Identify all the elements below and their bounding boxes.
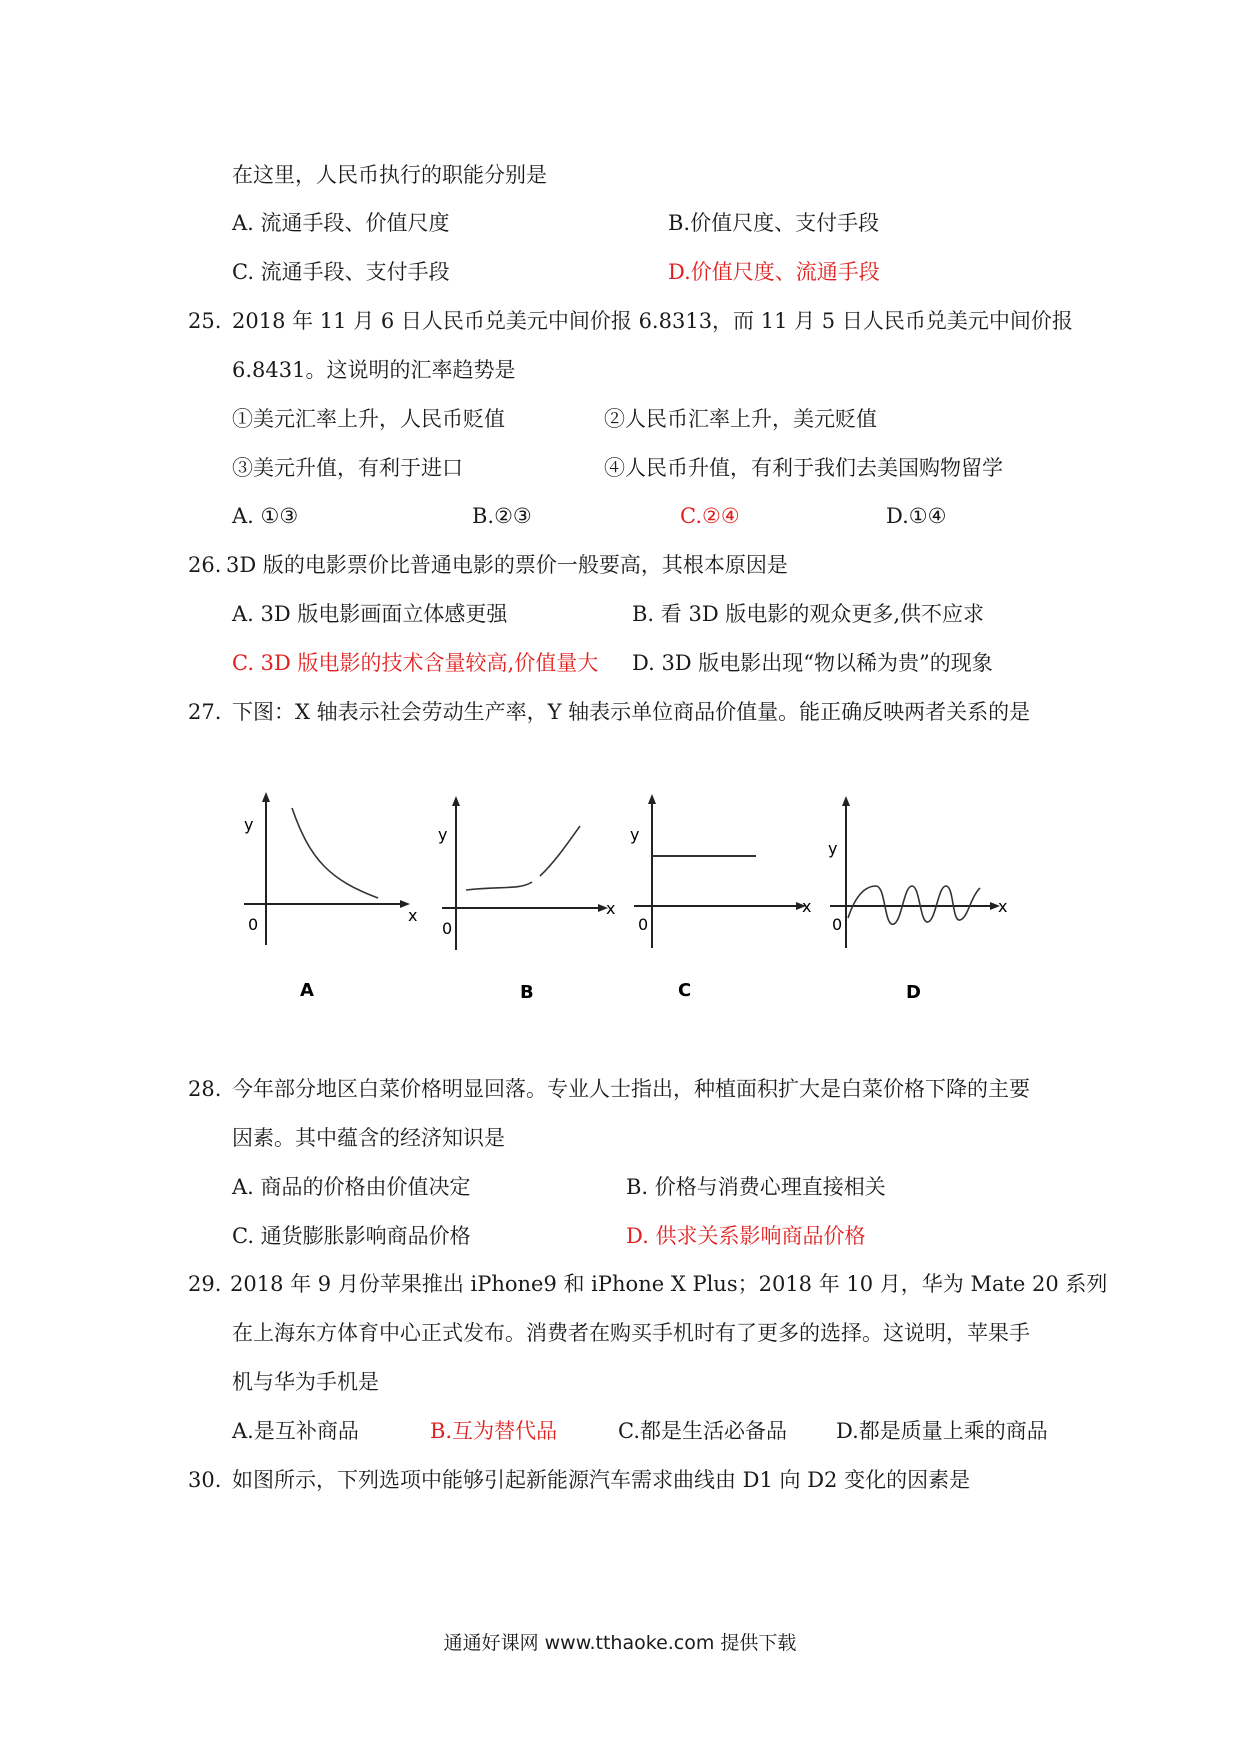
q24-option-c: C. 流通手段、支付手段: [232, 260, 450, 284]
q27-graph-d-xlabel: x: [998, 897, 1008, 916]
q29-number: 29.: [188, 1272, 222, 1296]
q27-graph-b-label: B: [520, 982, 534, 1003]
q28-option-d: D. 供求关系影响商品价格: [626, 1224, 866, 1248]
q25-option-d: D.①④: [886, 504, 947, 528]
q27-graph-a-ylabel: y: [244, 815, 254, 834]
q27-graph-c-xlabel: x: [802, 897, 812, 916]
q28-number: 28.: [188, 1077, 222, 1101]
q27-graph-a-label: A: [300, 980, 314, 1001]
q29-option-a: A.是互补商品: [232, 1419, 359, 1443]
q30-number: 30.: [188, 1468, 222, 1492]
q24-option-a: A. 流通手段、价值尺度: [232, 211, 450, 235]
q25-statement-3: ③美元升值，有利于进口: [232, 456, 463, 480]
q27-graph-c-origin: 0: [638, 915, 649, 934]
q27-graph-d-origin: 0: [832, 915, 843, 934]
q24-stem: 在这里，人民币执行的职能分别是: [232, 163, 547, 187]
q26-option-b: B. 看 3D 版电影的观众更多,供不应求: [632, 602, 985, 626]
q28-option-a: A. 商品的价格由价值决定: [232, 1175, 471, 1199]
q27-graph-a-curve: [292, 808, 378, 898]
q25-stem-line1: 2018 年 11 月 6 日人民币兑美元中间价报 6.8313，而 11 月 5 日人民币兑美元中间价报: [232, 309, 1073, 333]
q29-option-d: D.都是质量上乘的商品: [836, 1419, 1048, 1443]
q27-number: 27.: [188, 700, 222, 724]
q29-stem-line2: 在上海东方体育中心正式发布。消费者在购买手机时有了更多的选择。这说明，苹果手: [232, 1321, 1030, 1345]
q25-option-a: A. ①③: [232, 504, 299, 528]
q27-graph-b-ylabel: y: [438, 825, 448, 844]
q27-graph-b: [430, 790, 630, 1010]
q24-option-d: D.价值尺度、流通手段: [668, 260, 880, 284]
q25-stem-line2: 6.8431。这说明的汇率趋势是: [232, 358, 516, 382]
q27-graph-b-xlabel: x: [606, 899, 616, 918]
q27-graph-d-ylabel: y: [828, 839, 838, 858]
q30-stem: 如图所示，下列选项中能够引起新能源汽车需求曲线由 D1 向 D2 变化的因素是: [232, 1468, 971, 1492]
q26-number: 26.: [188, 553, 222, 577]
q27-graph-a-origin: 0: [248, 915, 259, 934]
footer-credit: 通通好课网 www.tthaoke.com 提供下载: [443, 1632, 797, 1654]
q25-option-b: B.②③: [472, 504, 532, 528]
q27-graph-c-label: C: [678, 980, 692, 1001]
q27-graph-b-origin: 0: [442, 919, 453, 938]
q27-graph-a: [230, 790, 430, 1010]
q26-option-d: D. 3D 版电影出现“物以稀为贵”的现象: [632, 651, 993, 675]
q27-graph-d: [820, 790, 1020, 1010]
q27-stem: 下图：X 轴表示社会劳动生产率，Y 轴表示单位商品价值量。能正确反映两者关系的是: [232, 700, 1031, 724]
q29-stem-line1: 2018 年 9 月份苹果推出 iPhone9 和 iPhone X Plus；2018 年 10 月，华为 Mate 20 系列: [230, 1272, 1108, 1296]
q25-statement-1: ①美元汇率上升，人民币贬值: [232, 407, 505, 431]
q27-graph-b-curve: [466, 826, 580, 890]
q24-option-b: B.价值尺度、支付手段: [668, 211, 880, 235]
q27-graph-c-ylabel: y: [630, 825, 640, 844]
q25-number: 25.: [188, 309, 222, 333]
q26-option-a: A. 3D 版电影画面立体感更强: [232, 602, 508, 626]
q26-stem: 3D 版的电影票价比普通电影的票价一般要高，其根本原因是: [226, 553, 788, 577]
q29-stem-line3: 机与华为手机是: [232, 1370, 379, 1394]
q25-statement-2: ②人民币汇率上升，美元贬值: [604, 407, 877, 431]
q25-statement-4: ④人民币升值，有利于我们去美国购物留学: [604, 456, 1003, 480]
q28-option-c: C. 通货膨胀影响商品价格: [232, 1224, 471, 1248]
q27-graph-a-xlabel: x: [408, 906, 418, 925]
q29-option-c: C.都是生活必备品: [618, 1419, 787, 1443]
q28-stem-line2: 因素。其中蕴含的经济知识是: [232, 1126, 505, 1150]
q27-graph-d-label: D: [906, 982, 921, 1003]
q29-option-b: B.互为替代品: [430, 1419, 558, 1443]
q27-graph-c: [622, 790, 822, 1010]
q28-stem-line1: 今年部分地区白菜价格明显回落。专业人士指出，种植面积扩大是白菜价格下降的主要: [232, 1077, 1030, 1101]
q26-option-c: C. 3D 版电影的技术含量较高,价值量大: [232, 651, 599, 675]
q25-option-c: C.②④: [680, 504, 740, 528]
q28-option-b: B. 价格与消费心理直接相关: [626, 1175, 886, 1199]
